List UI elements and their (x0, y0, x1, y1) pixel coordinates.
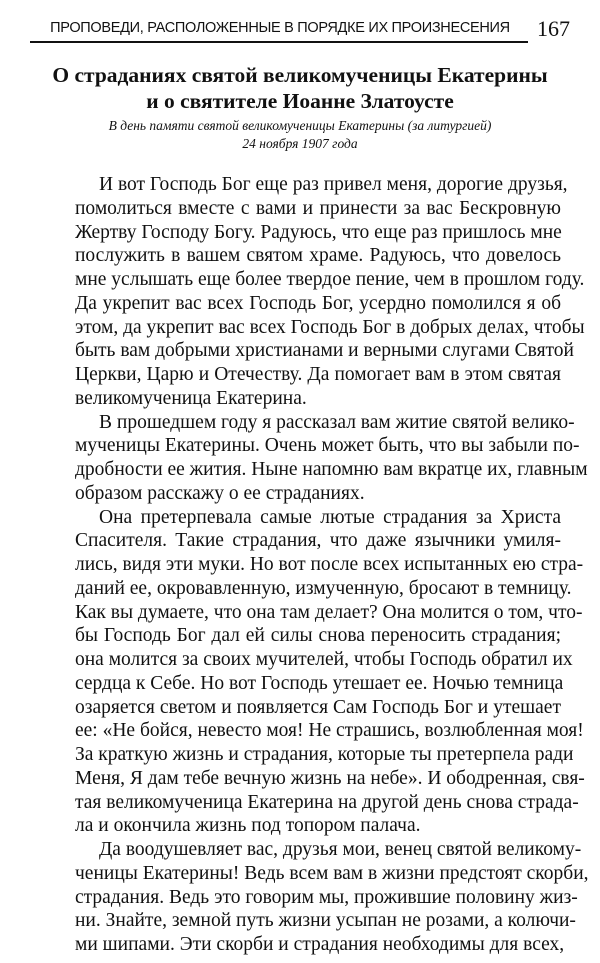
sermon-title-line-2: и о святителе Иоанне Златоусте (146, 89, 454, 113)
text-line: быть вам добрыми христианами и верными слугами Святой (75, 340, 574, 362)
text-line: Жертву Господу Богу. Радуюсь, что еще раз пришлось мне (75, 221, 562, 243)
subtitle-line-1: В день памяти святой великомученицы Екатерины (за литургией) (108, 118, 492, 133)
text-line: озаряется светом и появляется Сам Господь Бог и утешает (75, 696, 561, 718)
header-rule (30, 41, 528, 43)
text-line: В прошедшем году я рассказал вам житие святой велико- (99, 411, 575, 433)
text-line: ла и окончила жизнь под топором палача. (75, 815, 421, 837)
text-line: даний ее, окровавленную, измученную, бросают в темницу. (75, 577, 572, 599)
running-header: ПРОПОВЕДИ, РАСПОЛОЖЕННЫЕ В ПОРЯДКЕ ИХ ПРОИЗНЕСЕНИЯ (50, 20, 510, 36)
text-line: ми шипами. Эти скорби и страдания необходимы для всех, (75, 934, 565, 955)
text-line: послужить в вашем святом храме. Радуюсь, что довелось (75, 245, 561, 267)
text-line: этом, да укрепит вас всех Господь Бог в добрых делах, чтобы (75, 316, 585, 338)
text-line: тая великомученица Екатерина на другой день снова страда- (75, 791, 579, 813)
text-line: За краткую жизнь и страдания, которые ты претерпела ради (75, 744, 574, 765)
page-number: 167 (537, 16, 570, 41)
text-line: Спасителя. Такие страдания, что даже язычники умиля- (75, 530, 561, 552)
text-line: сердца к Себе. Но вот Господь утешает ее. Ночью темница (75, 672, 564, 694)
text-line: Церкви, Царю и Отечеству. Да помогает вам в этом святая (75, 364, 561, 385)
text-line: страдания. Ведь это говорим мы, прожившие половину жиз- (75, 886, 578, 908)
text-line: мне услышать еще более твердое пение, чем в прошлом году. (75, 269, 585, 290)
text-line: ее: «Не бойся, невесто моя! Не страшись, возлюбленная моя! (75, 720, 584, 742)
text-line: она молится за своих мучителей, чтобы Господь обратил их (75, 649, 573, 670)
sermon-title-line-1: О страданиях святой великомученицы Екатерины (52, 63, 548, 87)
text-line: мученицы Екатерины. Очень может быть, что вы забыли по- (75, 435, 580, 457)
text-line: И вот Господь Бог еще раз привел меня, дорогие друзья, (99, 174, 568, 195)
text-line: образом расскажу о ее страданиях. (75, 482, 365, 504)
text-line: помолиться вместе с вами и принести за вас Бескровную (75, 197, 561, 219)
text-line: дробности ее жития. Ныне напомню вам вкратце их, главным (75, 459, 588, 480)
text-line: Она претерпевала самые лютые страдания за Христа (99, 506, 561, 528)
text-line: ченицы Екатерины! Ведь всем вам в жизни предстоят скорби, (75, 862, 589, 884)
text-line: Меня, Я дам тебе вечную жизнь на небе». И ободренная, свя- (75, 767, 585, 789)
text-line: Да воодушевляет вас, друзья мои, венец святой великому- (99, 839, 582, 860)
text-line: Как вы думаете, что она там делает? Она молится о том, что- (75, 601, 583, 623)
text-line: ни. Знайте, земной путь жизни усыпан не розами, а колючи- (75, 910, 576, 932)
subtitle-line-2: 24 ноября 1907 года (242, 136, 358, 151)
text-line: лись, видя эти муки. Но вот после всех испытанных ею стра- (75, 554, 584, 575)
text-line: великомученица Екатерина. (75, 387, 307, 409)
text-line: бы Господь Бог дал ей силы снова переносить страдания; (75, 625, 561, 647)
text-line: Да укрепит вас всех Господь Бог, усердно помолился я об (75, 292, 561, 314)
